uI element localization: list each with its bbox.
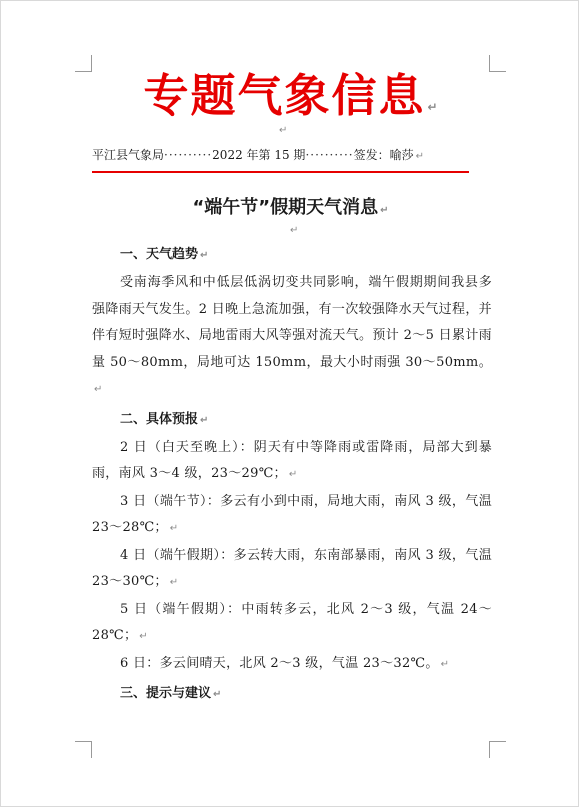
paragraph <box>92 270 492 404</box>
paragraph-text: 3 日（端午节）：多云有小到中雨，局地大雨，南风 3 级，气温 23～28℃； <box>92 493 492 535</box>
paragraph-text: 受南海季风和中低层低涡切变共同影响，端午假期期间我县多强降雨天气发生。2 日晚上急流加强，有一次较强降水天气过程，并伴有短时强降水、局地雷雨大风等强对流天气。预计 2～5 日累计雨量 50～80mm，局地可达 150mm，最大小时雨强 30～50mm。 <box>92 275 492 370</box>
paragraph-mark-icon: ↵ <box>213 689 222 700</box>
paragraph <box>92 435 492 489</box>
paragraph-mark-icon: ↵ <box>415 151 424 162</box>
paragraph-mark-icon: ↵ <box>427 100 438 114</box>
masthead <box>1 61 579 142</box>
paragraph-mark-icon: ↵ <box>200 414 209 426</box>
document-title <box>1 193 579 226</box>
heading-text: 三、提示与建议 <box>120 686 212 701</box>
paragraph-mark-icon: ↵ <box>200 250 209 261</box>
paragraph <box>92 543 492 597</box>
red-rule <box>92 171 469 173</box>
paragraph-mark-icon: ↵ <box>380 205 389 216</box>
document-title-text: “端午节”假期天气消息 <box>192 197 379 218</box>
crop-mark-bottom-left <box>75 741 92 758</box>
paragraph-text: 5 日（端午假期）：中雨转多云，北风 2～3 级，气温 24～28℃； <box>92 601 492 643</box>
paragraph-mark-icon: ↵ <box>169 523 179 534</box>
paragraph <box>92 597 492 651</box>
paragraph-mark-icon: ↵ <box>94 384 103 395</box>
paragraph-text: 6 日：多云间晴天，北风 2～3 级，气温 23～32℃。 <box>120 655 439 671</box>
paragraph-mark-icon: ↵ <box>440 658 450 670</box>
paragraph-text: 2 日（白天至晚上）：阴天有中等降雨或雷降雨，局部大到暴雨，南风 3～4 级，23～29℃； <box>92 439 492 481</box>
issue-number: 2022 年第 15 期 <box>212 148 306 162</box>
heading-text: 一、天气趋势 <box>120 247 199 262</box>
issuer: 平江县气象局 <box>92 148 165 162</box>
paragraph-mark-icon: ↵ <box>139 631 148 642</box>
leader-dots: ·········· <box>164 148 213 162</box>
paragraph <box>92 651 492 679</box>
signer: 签发：喻莎 <box>353 148 414 162</box>
paragraph-mark-icon: ↵ <box>288 469 298 480</box>
masthead-text: 专题气象信息 <box>143 69 426 122</box>
paragraph-mark-icon: ↵ <box>290 225 299 236</box>
paragraph-mark-icon: ↵ <box>279 125 288 136</box>
crop-mark-bottom-right <box>489 741 506 758</box>
body-text <box>92 239 492 709</box>
paragraph-mark-icon: ↵ <box>169 577 179 588</box>
leader-dots: ·········· <box>305 148 354 162</box>
paragraph <box>92 489 492 543</box>
heading-text: 二、具体预报 <box>120 411 199 427</box>
section-heading-forecast <box>120 406 492 435</box>
section-heading-trend <box>120 241 492 270</box>
issue-line <box>92 145 492 167</box>
section-heading-advice <box>120 680 492 709</box>
paragraph-text: 4 日（端午假期）：多云转大雨，东南部暴雨，南风 3 级，气温 23～30℃； <box>92 547 492 589</box>
